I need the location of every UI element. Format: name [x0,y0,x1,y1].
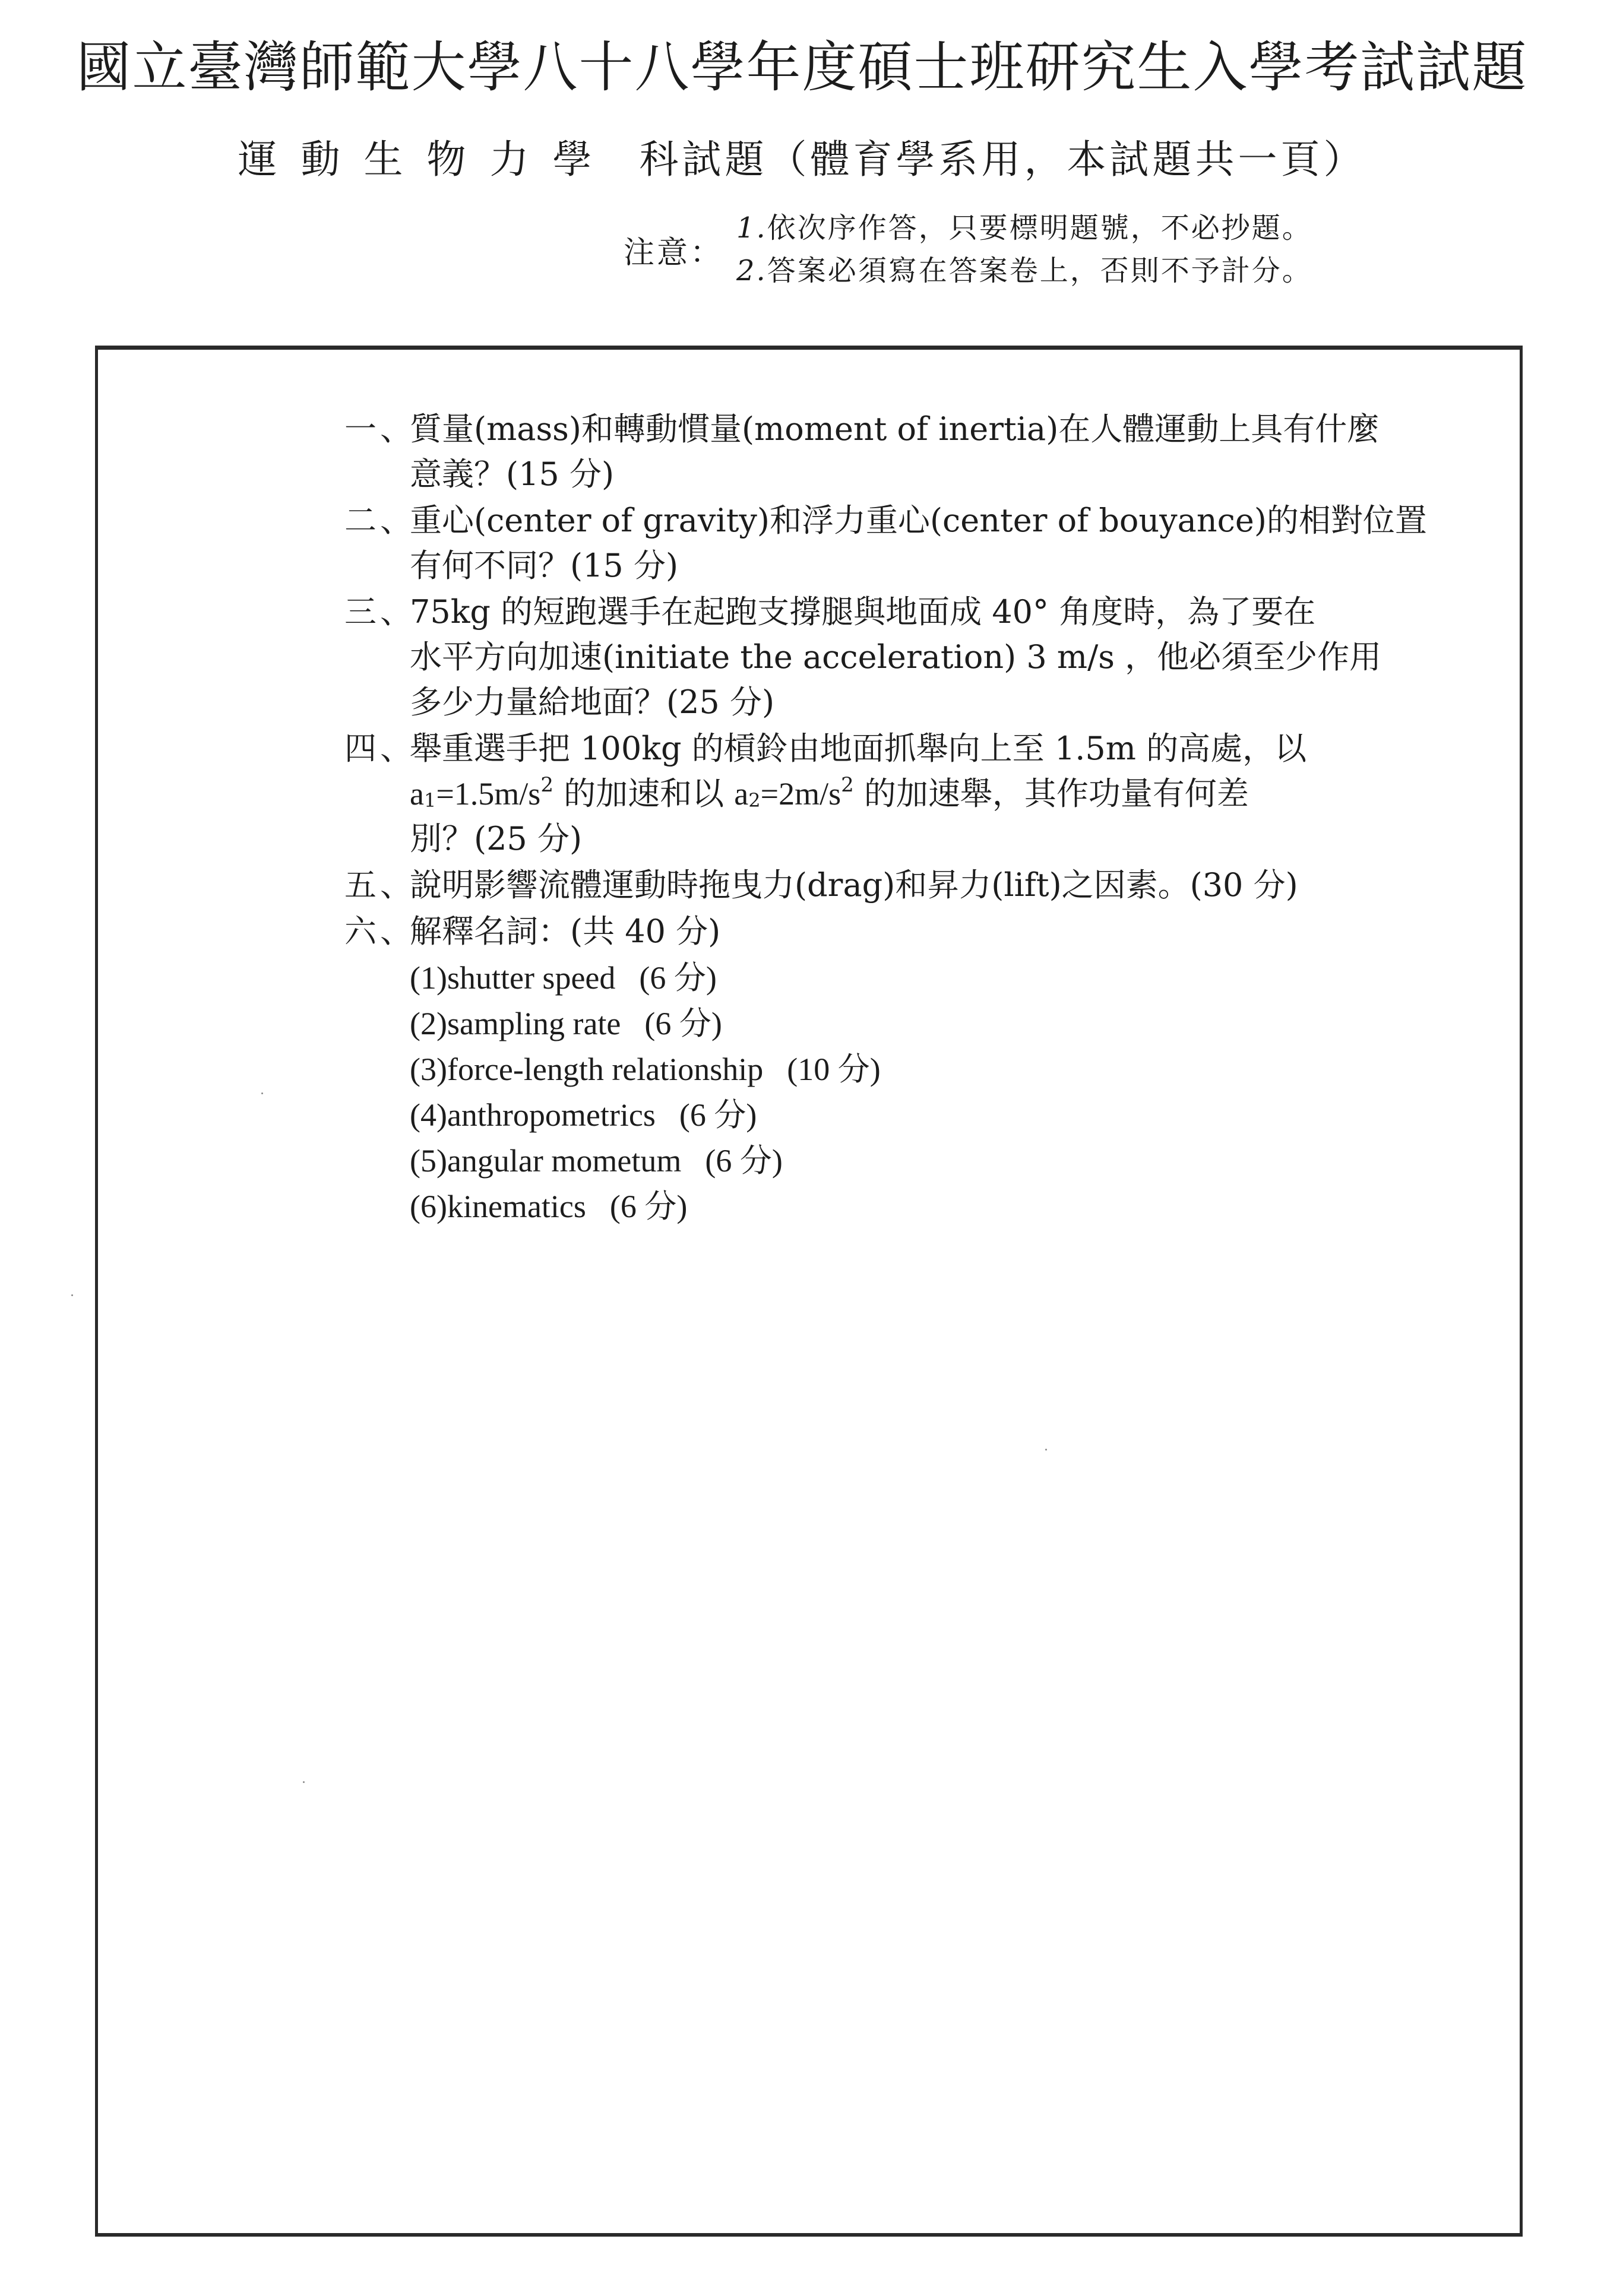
notice-item-1 [736,205,1312,246]
question-6 [344,909,1378,954]
scan-speck [303,1781,305,1783]
term-text: (6)kinematics [410,1189,586,1224]
question-text-line: 重心(center of gravity)和浮力重心(center of bouyance)的相對位置 [410,502,1427,539]
question-1 [344,407,1378,497]
question-text-line: 水平方向加速(initiate the acceleration) 3 m/s ，他必須至少作用 [410,638,1382,676]
term-text: (3)force-length relationship [410,1052,764,1087]
question-number: 三、 [344,593,416,631]
question-number: 六、 [344,913,416,950]
term-item [410,1138,1378,1184]
question-number: 一、 [344,410,416,448]
question-text-line: 意義？(15 分) [410,455,615,493]
question-2 [344,498,1427,588]
notice-item-2 [736,248,1312,289]
acceleration-value: =1.5m/s [436,776,541,812]
question-text-line: 別？(25 分) [410,820,583,857]
notice-item-text: 依次序作答，只要標明題號，不必抄題。 [767,211,1312,245]
notice-item-text: 答案必須寫在答案卷上，否則不予計分。 [767,254,1312,287]
question-text-line: 舉重選手把 100kg 的槓鈴由地面抓舉向上至 1.5m 的高處，以 [410,730,1307,767]
scan-speck [261,1092,263,1094]
acceleration-value: =2m/s [760,776,841,812]
term-text: (4)anthropometrics [410,1097,656,1133]
question-text-line: 說明影響流體運動時拖曳力(drag)和昇力(lift)之因素。(30 分) [410,866,1298,904]
notice-item-number: 2. [736,254,767,287]
term-text: (2)sampling rate [410,1006,621,1041]
acceleration-symbol: a [410,776,424,812]
subscript: 1 [423,789,436,812]
exam-title: 國立臺灣師範大學八十八學年度碩士班研究生入學考試試題 [76,36,1528,99]
question-text-line: 質量(mass)和轉動慣量(moment of inertia)在人體運動上具有什麼 [410,410,1380,448]
superscript: 2 [841,773,854,797]
question-3 [344,590,1382,725]
term-list [344,955,1378,1230]
question-number: 四、 [344,730,416,767]
acceleration-symbol: a [734,776,749,812]
question-text-line: 75kg 的短跑選手在起跑支撐腿與地面成 40° 角度時，為了要在 [410,593,1316,631]
exam-subtitle [0,128,1604,184]
scan-speck [1045,1449,1047,1451]
subject-name: 運動生物力學 [238,137,616,182]
question-text-fragment: 的加速舉，其作功量有何差 [853,775,1249,812]
notice-block [624,205,1485,300]
question-5 [344,863,1378,908]
term-text: (1)shutter speed [410,960,616,996]
term-points: (6 分) [609,1189,688,1224]
term-item [410,955,1378,1001]
term-text: (5)angular mometum [410,1143,682,1179]
notice-label: 注意： [624,235,724,271]
term-points: (6 分) [705,1143,783,1179]
question-text-line [410,771,1378,816]
question-number: 二、 [344,502,416,539]
subscript: 2 [748,789,761,812]
question-list [344,407,1427,1230]
exam-spec: 科試題（體育學系用，本試題共一頁） [639,137,1366,182]
term-item [410,1092,1378,1138]
term-item [410,1184,1378,1230]
term-points: (6 分) [639,960,717,996]
question-4 [344,726,1378,862]
term-item [410,1047,1378,1092]
term-item [410,1001,1378,1047]
term-points: (10 分) [787,1052,881,1087]
question-text-fragment: 的加速和以 [553,775,735,812]
question-text-line: 有何不同？(15 分) [410,547,679,584]
superscript: 2 [540,773,553,797]
notice-item-number: 1. [736,211,767,245]
scan-speck [71,1294,73,1296]
term-points: (6 分) [644,1006,722,1041]
question-text-line: 解釋名詞：(共 40 分) [410,913,721,950]
term-points: (6 分) [679,1097,757,1133]
question-number: 五、 [344,866,416,904]
question-text-line: 多少力量給地面？(25 分) [410,683,775,721]
